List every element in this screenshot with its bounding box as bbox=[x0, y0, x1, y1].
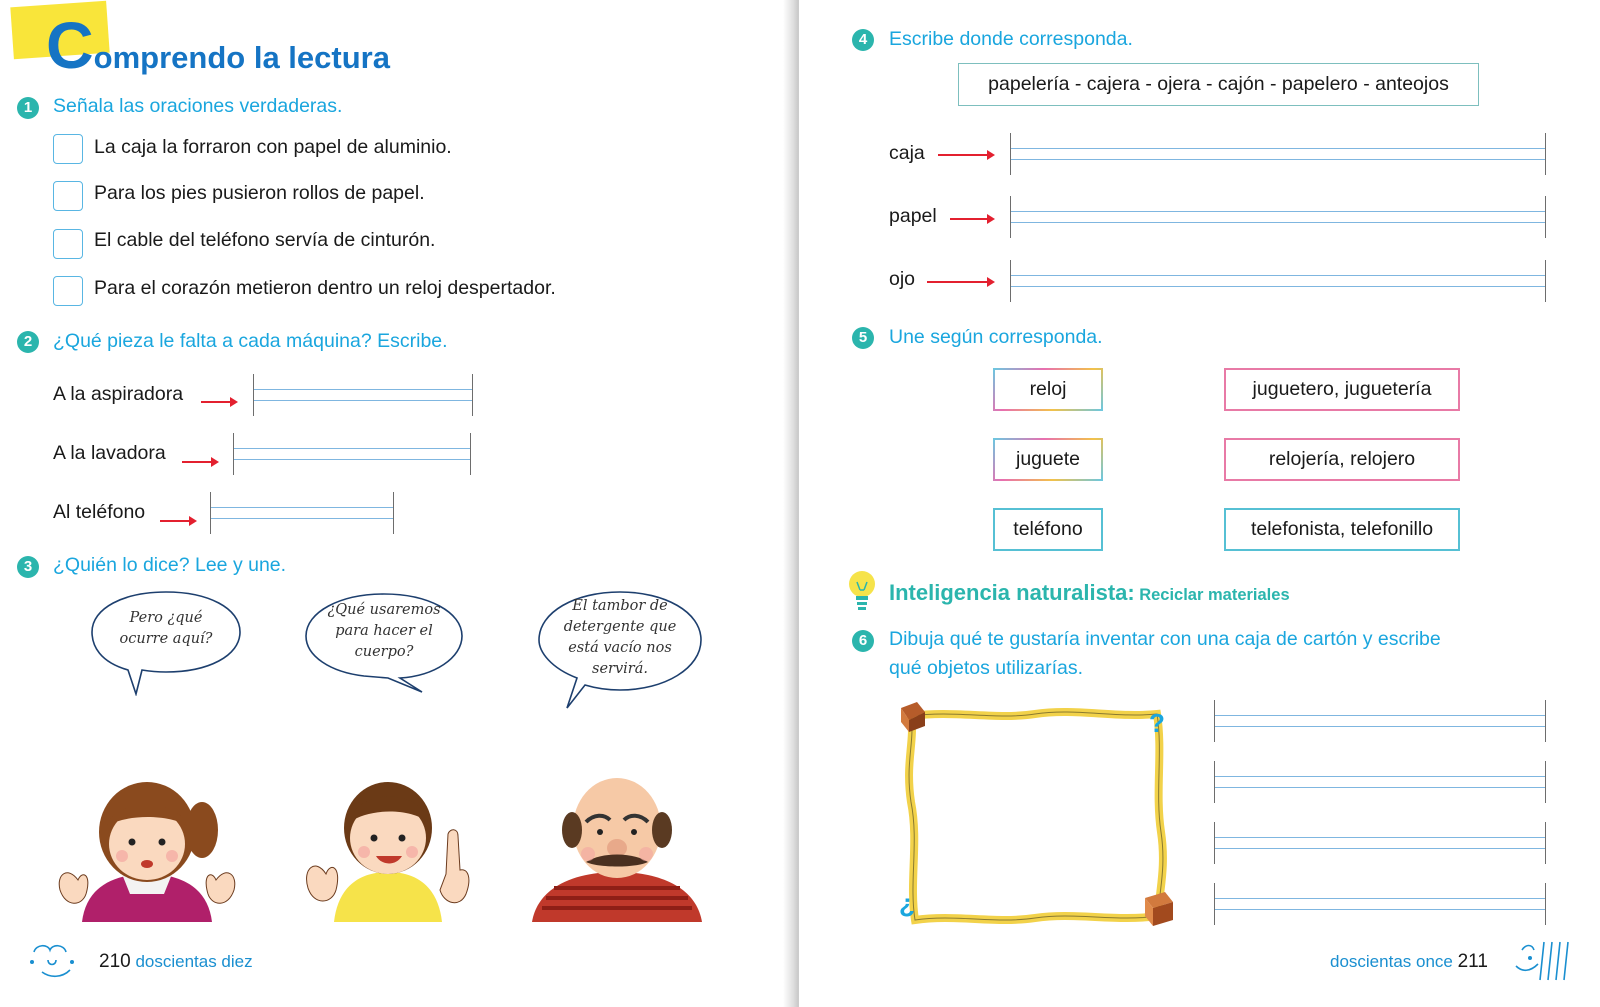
exercise-5-number: 5 bbox=[852, 327, 874, 349]
statement-text-1: La caja la forraron con papel de aluminio. bbox=[94, 136, 452, 158]
speech-bubble-2[interactable] bbox=[304, 592, 464, 694]
red-arrow-icon bbox=[160, 520, 195, 522]
red-arrow-icon bbox=[950, 218, 993, 220]
machine-label-2: A la lavadora bbox=[53, 442, 166, 464]
bubble-3-line-2: detergente que bbox=[563, 619, 677, 635]
match-right-juguetero[interactable]: juguetero, juguetería bbox=[1224, 368, 1460, 411]
exercise-6-number: 6 bbox=[852, 630, 874, 652]
drawing-frame[interactable] bbox=[895, 702, 1183, 932]
exercise-6-instruction-line-1: Dibuja qué te gustaría inventar con una caja de cartón y escribe bbox=[889, 628, 1441, 650]
match-right-telefonista[interactable]: telefonista, telefonillo bbox=[1224, 508, 1460, 551]
exercise-1-number: 1 bbox=[17, 97, 39, 119]
page-words-left: doscientas diez bbox=[135, 952, 253, 971]
bubble-1-line-1: Pero ¿qué bbox=[129, 610, 203, 626]
side-face-icon bbox=[1514, 936, 1576, 984]
exercise-1-instruction: Señala las oraciones verdaderas. bbox=[53, 95, 343, 117]
page-title bbox=[46, 8, 390, 82]
match-right-relojeria[interactable]: relojería, relojero bbox=[1224, 438, 1460, 481]
bubble-2-line-1: ¿Qué usaremos bbox=[327, 602, 441, 618]
answer-line-papel[interactable] bbox=[1010, 196, 1546, 238]
man-character-illustration[interactable] bbox=[532, 758, 702, 922]
title-initial: C bbox=[46, 8, 94, 82]
exercise-4-number: 4 bbox=[852, 29, 874, 51]
statement-checkbox-2[interactable] bbox=[53, 181, 83, 211]
exercise-3-instruction: ¿Quién lo dice? Lee y une. bbox=[53, 554, 287, 576]
answer-line-telefono[interactable] bbox=[210, 492, 394, 534]
statement-checkbox-1[interactable] bbox=[53, 134, 83, 164]
bubble-3-line-1: El tambor de bbox=[572, 598, 668, 614]
boy-character-illustration[interactable] bbox=[300, 758, 475, 922]
statement-checkbox-3[interactable] bbox=[53, 229, 83, 259]
answer-line-lavadora[interactable] bbox=[233, 433, 471, 475]
intelligence-heading bbox=[889, 580, 1290, 606]
girl-character-illustration[interactable] bbox=[52, 770, 242, 922]
speech-bubble-1[interactable] bbox=[90, 590, 242, 696]
bubble-3-line-4: servirá. bbox=[592, 661, 648, 677]
left-footer bbox=[99, 951, 253, 973]
statement-text-2: Para los pies pusieron rollos de papel. bbox=[94, 182, 425, 204]
match-left-reloj[interactable]: reloj bbox=[993, 368, 1103, 411]
exercise-2-number: 2 bbox=[17, 331, 39, 353]
right-footer bbox=[1330, 951, 1488, 973]
page-number-right: 211 bbox=[1457, 951, 1488, 972]
answer-line-aspiradora[interactable] bbox=[253, 374, 473, 416]
writing-line-4[interactable] bbox=[1214, 883, 1546, 925]
answer-line-ojo[interactable] bbox=[1010, 260, 1546, 302]
bubble-2-line-3: cuerpo? bbox=[354, 644, 414, 660]
left-page bbox=[0, 0, 797, 1007]
page-words-right: doscientas once bbox=[1330, 952, 1453, 971]
smiley-face-icon bbox=[22, 942, 84, 978]
red-arrow-icon bbox=[927, 281, 993, 283]
red-arrow-icon bbox=[201, 401, 236, 403]
statement-text-4: Para el corazón metieron dentro un reloj despertador. bbox=[94, 277, 556, 299]
word-bank-box: papelería - cajera - ojera - cajón - papelero - anteojos bbox=[958, 63, 1479, 106]
intelligence-subtitle: Reciclar materiales bbox=[1139, 586, 1290, 604]
machine-label-3: Al teléfono bbox=[53, 501, 146, 523]
red-arrow-icon bbox=[182, 461, 217, 463]
writing-line-1[interactable] bbox=[1214, 700, 1546, 742]
exercise-3-number: 3 bbox=[17, 556, 39, 578]
match-left-telefono[interactable]: teléfono bbox=[993, 508, 1103, 551]
machine-label-1: A la aspiradora bbox=[53, 383, 184, 405]
word-label-papel: papel bbox=[889, 205, 937, 227]
bubble-3-line-3: está vacío nos bbox=[568, 640, 672, 656]
statement-checkbox-4[interactable] bbox=[53, 276, 83, 306]
word-label-ojo: ojo bbox=[889, 268, 916, 290]
svg-text:¿: ¿ bbox=[899, 888, 915, 918]
match-left-juguete[interactable]: juguete bbox=[993, 438, 1103, 481]
bubble-2-line-2: para hacer el bbox=[335, 623, 433, 639]
writing-line-2[interactable] bbox=[1214, 761, 1546, 803]
bubble-1-line-2: ocurre aquí? bbox=[119, 631, 213, 647]
page-number-left: 210 bbox=[99, 951, 131, 972]
lightbulb-icon bbox=[847, 570, 877, 614]
speech-bubble-3[interactable] bbox=[537, 590, 703, 710]
exercise-4-instruction: Escribe donde corresponda. bbox=[889, 28, 1133, 50]
svg-text:?: ? bbox=[1149, 708, 1165, 738]
statement-text-3: El cable del teléfono servía de cinturón. bbox=[94, 229, 436, 251]
answer-line-caja[interactable] bbox=[1010, 133, 1546, 175]
exercise-5-instruction: Une según corresponda. bbox=[889, 326, 1103, 348]
right-page bbox=[799, 0, 1600, 1007]
intelligence-title: Inteligencia naturalista: bbox=[889, 580, 1135, 605]
word-label-caja: caja bbox=[889, 142, 925, 164]
writing-line-3[interactable] bbox=[1214, 822, 1546, 864]
red-arrow-icon bbox=[938, 154, 993, 156]
exercise-2-instruction: ¿Qué pieza le falta a cada máquina? Escribe. bbox=[53, 330, 448, 352]
exercise-6-instruction-line-2: qué objetos utilizarías. bbox=[889, 657, 1084, 679]
title-rest: omprendo la lectura bbox=[93, 40, 390, 75]
